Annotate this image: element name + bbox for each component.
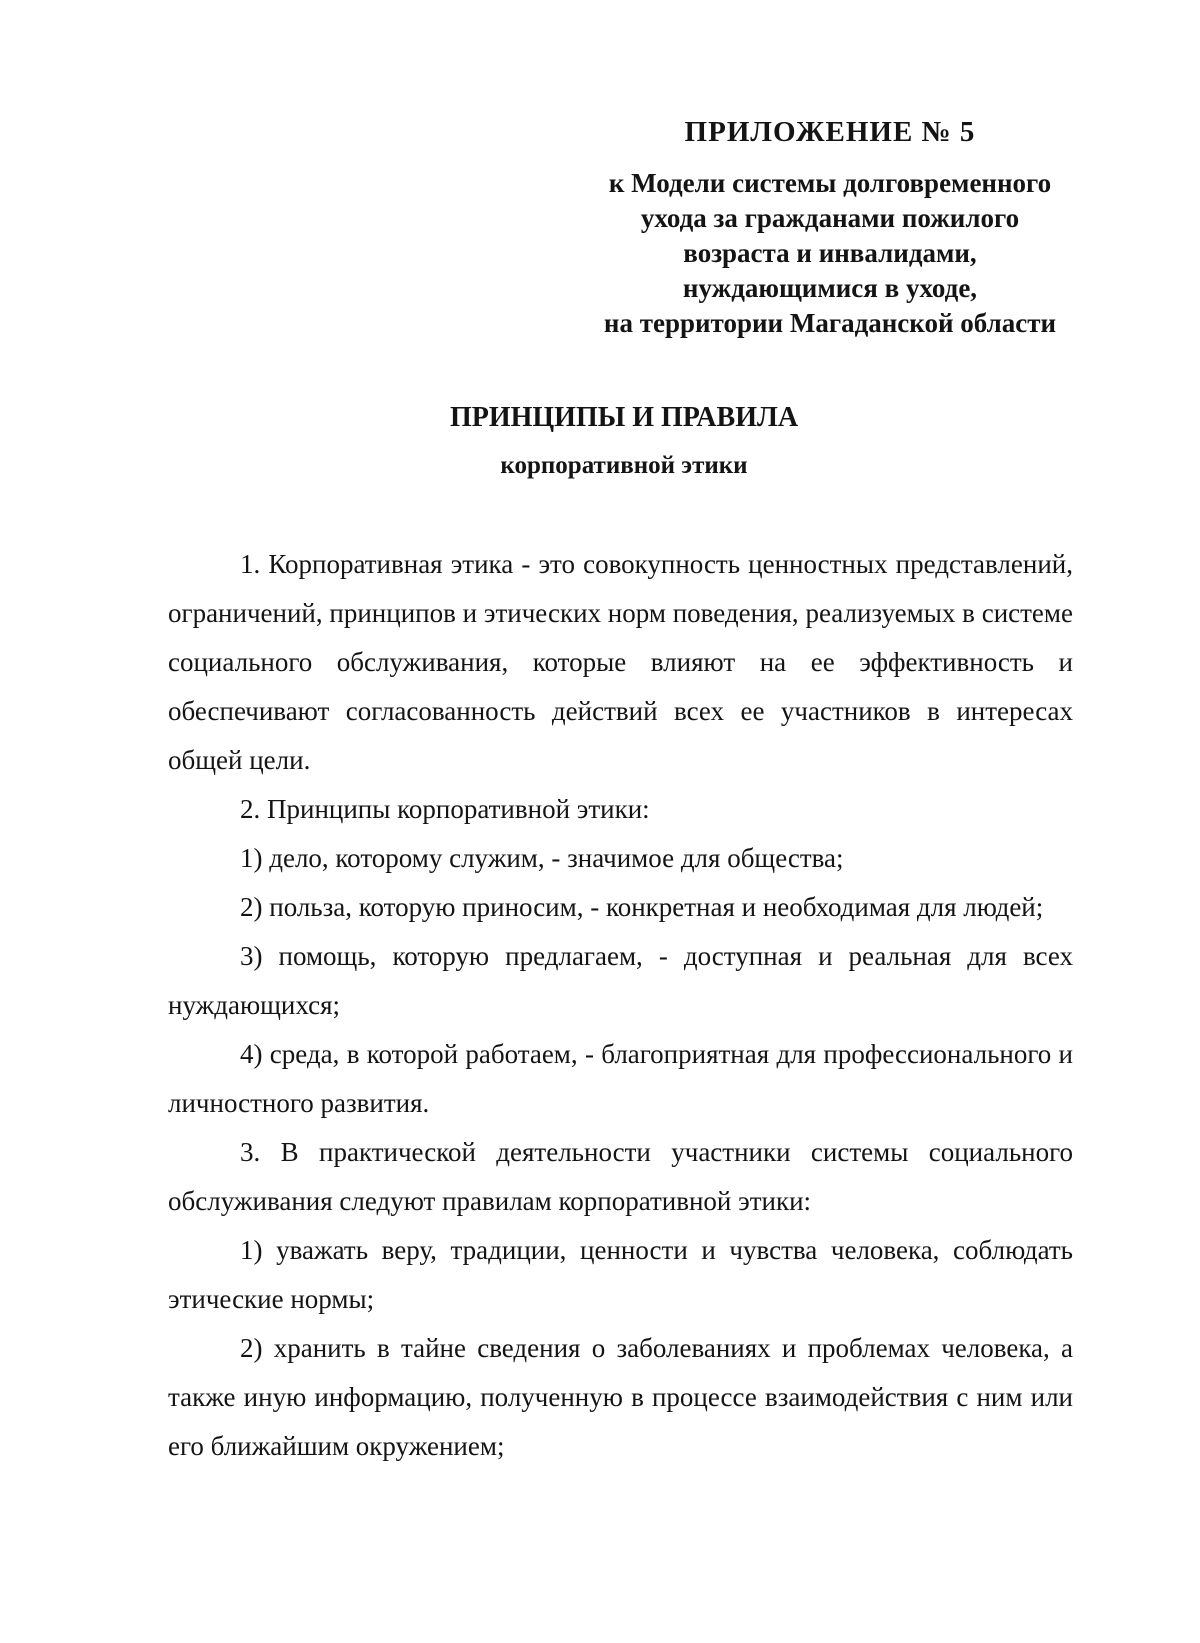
document-subtitle: корпоративной этики [500, 452, 748, 479]
appendix-title: ПРИЛОЖЕНИЕ № 5 [684, 116, 976, 148]
appendix-subtitle-line: ухода за гражданами пожилого [640, 203, 1020, 233]
document-body [168, 540, 1073, 1471]
appendix-subtitle-line: нуждающимися в уходе, [682, 273, 978, 303]
appendix-subtitle-line: к Модели системы долговременного [608, 168, 1052, 198]
paragraph: 1) дело, которому служим, - значимое для общества; [240, 843, 844, 873]
paragraph: 1) уважать веру, традиции, ценности и чувства человека, соблюдать этические нормы; [168, 1235, 1073, 1314]
paragraph: 2) польза, которую приносим, - конкретная и необходимая для людей; [240, 892, 1044, 922]
paragraph: 2. Принципы корпоративной этики: [240, 794, 650, 824]
appendix-subtitle-line: на территории Магаданской области [603, 308, 1057, 338]
appendix-header [590, 112, 1070, 341]
paragraph: 3) помощь, которую предлагаем, - доступная и реальная для всех нуждающихся; [168, 941, 1073, 1020]
paragraph: 1. Корпоративная этика - это совокупность ценностных представлений, ограничений, принципов и этических норм поведения, реализуемых в системе социального обслуживания, которые влияют на ее эффективность и обеспечивают согласованность действий всех ее участников в интересах общей цели. [168, 549, 1073, 775]
document-title: ПРИНЦИПЫ И ПРАВИЛА [449, 402, 799, 433]
appendix-subtitle-line: возраста и инвалидами, [683, 238, 977, 268]
appendix-subtitle [590, 166, 1070, 341]
paragraph: 3. В практической деятельности участники системы социального обслуживания следуют правилам корпоративной этики: [168, 1137, 1073, 1216]
paragraph: 2) хранить в тайне сведения о заболеваниях и проблемах человека, а также иную информацию, полученную в процессе взаимодействия с ним или его ближайшим окружением; [168, 1333, 1073, 1461]
paragraph: 4) среда, в которой работаем, - благоприятная для профессионального и личностного развития. [168, 1039, 1073, 1118]
